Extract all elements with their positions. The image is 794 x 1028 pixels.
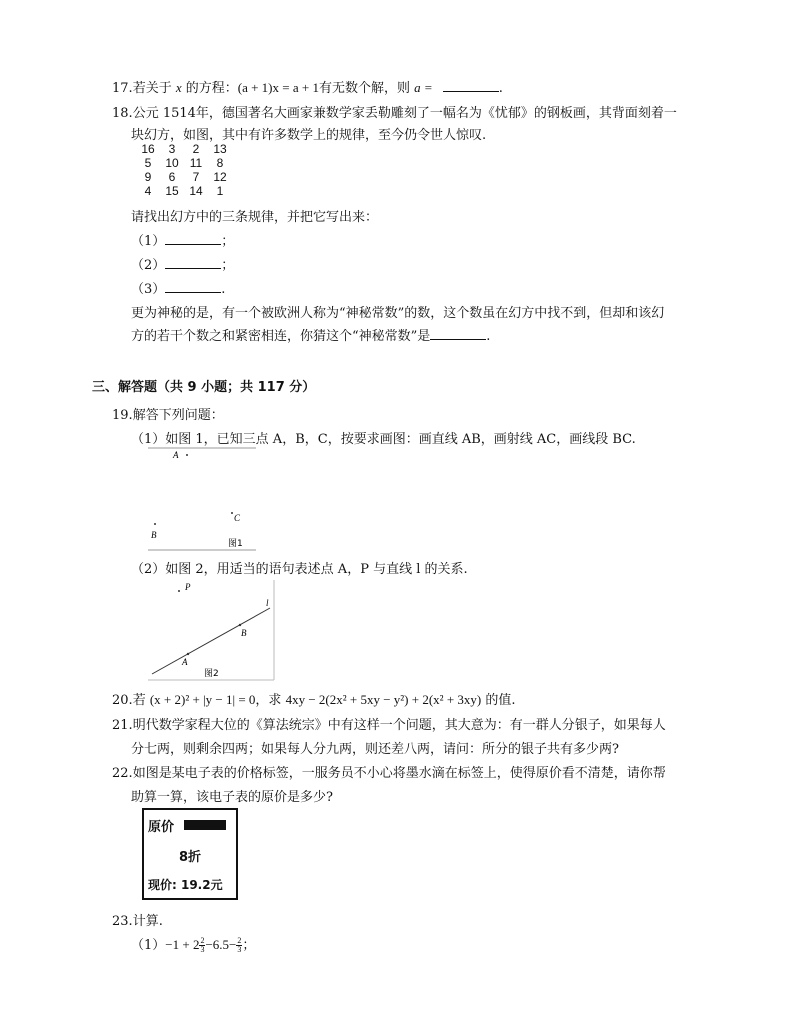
magic-row bbox=[136, 142, 232, 156]
rule-item-2: （2） ； bbox=[131, 258, 235, 273]
line-l-label: l bbox=[266, 598, 269, 608]
point-b-label: B bbox=[241, 628, 247, 638]
current-price-label: 现价: 19.2元 bbox=[148, 878, 223, 892]
price-tag bbox=[142, 808, 238, 900]
rule-item-3: （3） . bbox=[131, 282, 226, 297]
question-19: 19.解答下列问题： bbox=[112, 408, 224, 423]
question-18-prompt: 请找出幻方中的三条规律，并把它写出来： bbox=[131, 210, 379, 225]
answer-blank[interactable] bbox=[443, 79, 499, 92]
magic-row bbox=[136, 184, 232, 198]
fraction: $\frac{2}{3}$ bbox=[200, 936, 205, 954]
point-a-dot bbox=[187, 653, 189, 655]
question-18-line2: 块幻方，如图，其中有许多数学上的规律，至今仍令世人惊叹. bbox=[131, 128, 487, 143]
line-l bbox=[152, 608, 270, 674]
magic-cell: 14 bbox=[189, 184, 203, 198]
point-a-dot bbox=[186, 454, 188, 456]
question-23-part1: （1）−1 + 2 $\frac{2}{3}$ −6.5− $\frac{2}{3}$ ； bbox=[131, 936, 256, 954]
question-17: 17.若关于 x 的方程：(a + 1)x = a + 1有无数个解，则 a = . bbox=[112, 80, 503, 96]
answer-blank[interactable] bbox=[165, 232, 221, 245]
mystic-line-2: 方的若干个数之和紧密相连，你猜这个“神秘常数”是 . bbox=[131, 329, 491, 344]
point-a-label: A bbox=[173, 450, 179, 460]
question-number: 21. bbox=[112, 718, 133, 733]
magic-cell: 8 bbox=[216, 156, 224, 170]
question-19-part2: （2）如图 2，用适当的语句表述点 A，P 与直线 l 的关系. bbox=[131, 562, 468, 577]
figure-caption: 图2 bbox=[204, 669, 219, 679]
point-b-label: B bbox=[151, 530, 157, 540]
condition-equation: (x + 2)² + |y − 1| = 0 bbox=[149, 692, 256, 707]
fraction: $\frac{2}{3}$ bbox=[237, 936, 242, 954]
magic-cell: 6 bbox=[168, 170, 176, 184]
magic-cell: 16 bbox=[141, 142, 155, 156]
question-18-line1: 18.公元 1514年，德国著名大画家兼数学家丢勒雕刻了一幅名为《忧郁》的钢板画，其背面刻着一 bbox=[112, 106, 677, 121]
question-number: 23. bbox=[112, 914, 133, 929]
magic-row bbox=[136, 156, 232, 170]
point-b-dot bbox=[239, 624, 241, 626]
answer-blank[interactable] bbox=[165, 280, 221, 293]
question-number: 17. bbox=[112, 81, 133, 96]
question-number: 19. bbox=[112, 408, 133, 423]
magic-cell: 1 bbox=[216, 184, 224, 198]
point-p-dot bbox=[178, 590, 180, 592]
question-19-part1: （1）如图 1，已知三点 A，B，C，按要求画图：画直线 AB，画射线 AC，画线段 BC. bbox=[131, 432, 636, 447]
equation: (a + 1)x = a + 1 bbox=[237, 80, 319, 95]
magic-cell: 10 bbox=[165, 156, 179, 170]
magic-square bbox=[136, 142, 232, 198]
magic-cell: 7 bbox=[192, 170, 200, 184]
question-22-line1: 22.如图是某电子表的价格标签，一服务员不小心将墨水滴在标签上，使得原价看不清楚，请你帮 bbox=[112, 766, 666, 781]
point-p-label: P bbox=[185, 582, 191, 592]
question-21-line1: 21.明代数学家程大位的《算法统宗》中有这样一个问题，其大意为：有一群人分银子，如果每人 bbox=[112, 718, 666, 733]
discount-label: 8折 bbox=[178, 850, 202, 865]
magic-cell: 15 bbox=[165, 184, 179, 198]
figure-2 bbox=[146, 578, 276, 682]
answer-blank[interactable] bbox=[430, 327, 486, 340]
magic-cell: 11 bbox=[189, 156, 203, 170]
section-title: 三、解答题（共 9 小题；共 117 分） bbox=[92, 380, 316, 395]
original-price-label: 原价 bbox=[148, 820, 175, 835]
question-20: 20.若 (x + 2)² + |y − 1| = 0，求 4xy − 2(2x² + 5xy − y²) + 2(x² + 3xy) 的值. bbox=[112, 692, 516, 708]
magic-row bbox=[136, 170, 232, 184]
magic-cell: 13 bbox=[213, 142, 227, 156]
question-21-line2: 分七两，则剩余四两；如果每人分九两，则还差八两，请问：所分的银子共有多少两? bbox=[131, 742, 619, 757]
rule-item-1: （1） ； bbox=[131, 234, 235, 249]
answer-blank[interactable] bbox=[165, 256, 221, 269]
magic-cell: 4 bbox=[144, 184, 152, 198]
figure-1 bbox=[146, 446, 258, 554]
question-22-line2: 助算一算，该电子表的原价是多少? bbox=[131, 790, 333, 805]
expression: 4xy − 2(2x² + 5xy − y²) + 2(x² + 3xy) bbox=[285, 692, 482, 707]
magic-cell: 12 bbox=[213, 170, 227, 184]
ink-blot bbox=[184, 820, 226, 830]
magic-cell: 3 bbox=[168, 142, 176, 156]
mystic-line-1: 更为神秘的是，有一个被欧洲人称为“神秘常数”的数，这个数虽在幻方中找不到，但却和该幻 bbox=[131, 306, 665, 321]
question-23: 23.计算. bbox=[112, 914, 163, 929]
question-number: 20. bbox=[112, 693, 133, 708]
point-a-label: A bbox=[182, 657, 188, 667]
magic-cell: 5 bbox=[144, 156, 152, 170]
point-c-dot bbox=[231, 512, 233, 514]
question-number: 22. bbox=[112, 766, 133, 781]
question-number: 18. bbox=[112, 106, 133, 121]
magic-cell: 9 bbox=[144, 170, 152, 184]
point-c-label: C bbox=[234, 513, 241, 523]
point-b-dot bbox=[154, 523, 156, 525]
magic-cell: 2 bbox=[192, 142, 200, 156]
figure-caption: 图1 bbox=[228, 539, 243, 549]
